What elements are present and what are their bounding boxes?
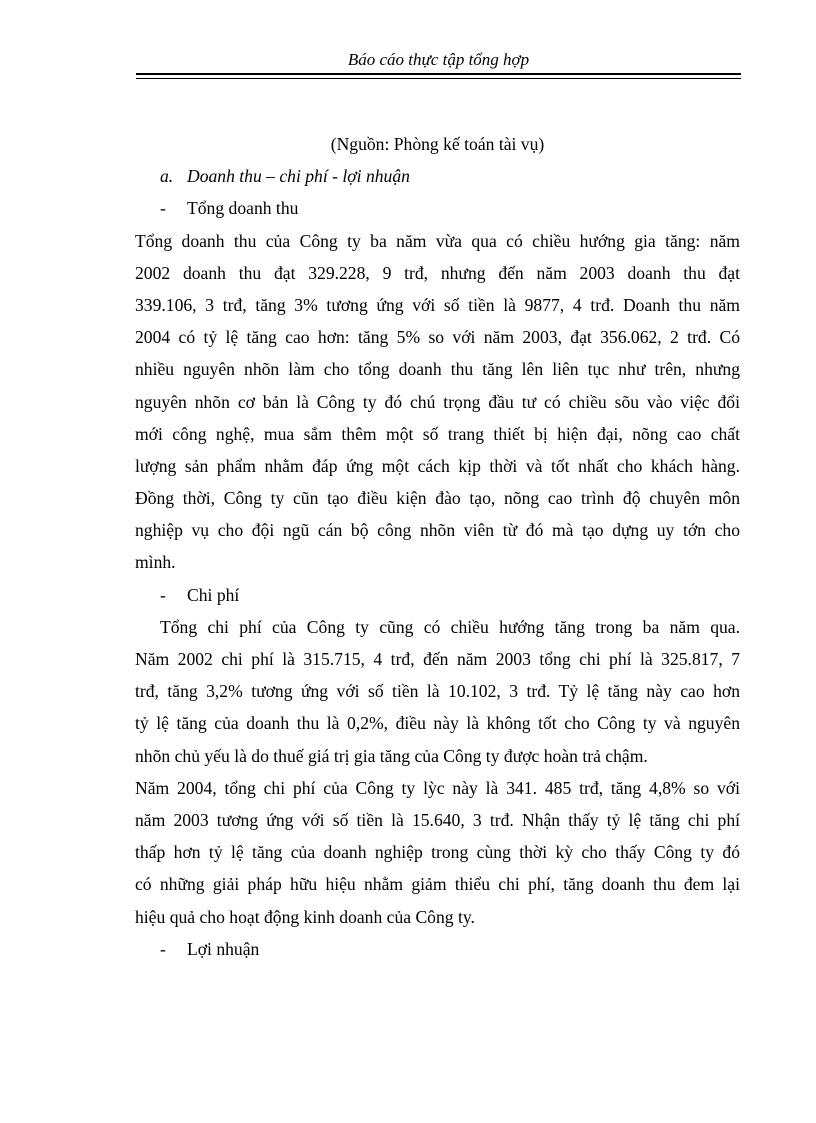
section-a-title: Doanh thu – chi phí - lợi nhuận <box>187 166 410 187</box>
paragraph-cost-2 <box>135 772 740 933</box>
paragraph-line: Tổng doanh thu của Công ty ba năm vừa qua có chiều hướng gia tăng: năm <box>135 230 740 251</box>
paragraph-line: Tổng chi phí của Công ty cũng có chiều hướng tăng trong ba năm qua. <box>160 616 740 637</box>
header-title: Báo cáo thực tập tổng hợp <box>347 50 530 69</box>
paragraph-line: hiệu quả cho hoạt động kinh doanh của Công ty. <box>135 906 475 927</box>
paragraph-line: mình. <box>135 552 176 573</box>
paragraph-line: trđ, tăng 3,2% tương ứng với số tiền là 10.102, 3 trđ. Tỷ lệ tăng này cao hơn <box>135 681 740 702</box>
paragraph-line: có những giải pháp hữu hiệu nhằm giảm thiểu chi phí, tăng doanh thu đem lại <box>135 874 740 895</box>
page-header <box>136 48 741 78</box>
paragraph-line: thấp hơn tỷ lệ tăng của doanh nghiệp trong cùng thời kỳ cho thấy Công ty đó <box>135 842 740 863</box>
paragraph-revenue <box>135 225 740 579</box>
document-body <box>135 128 740 965</box>
paragraph-line: 2002 doanh thu đạt 329.228, 9 trđ, nhưng đến năm 2003 doanh thu đạt <box>135 262 740 283</box>
bullet-dash: - <box>160 584 166 605</box>
item-revenue-heading <box>135 192 740 224</box>
paragraph-line: Năm 2002 chi phí là 315.715, 4 trđ, đến năm 2003 tổng chi phí là 325.817, 7 <box>135 649 740 669</box>
paragraph-line: Năm 2004, tổng chi phí của Công ty lỳc này là 341. 485 trđ, tăng 4,8% so với <box>135 777 740 798</box>
paragraph-line: nhõn chủ yếu là do thuế giá trị gia tăng của Công ty được hoàn trả chậm. <box>135 745 648 766</box>
paragraph-line: 2004 có tỷ lệ tăng cao hơn: tăng 5% so với năm 2003, đạt 356.062, 2 trđ. Có <box>135 327 740 348</box>
paragraph-cost-1 <box>135 611 740 772</box>
header-rule-thin <box>136 78 741 79</box>
section-a-marker: a. <box>160 166 174 187</box>
item-profit-title: Lợi nhuận <box>187 938 260 959</box>
paragraph-line: nguyên nhõn cơ bản là Công ty đó chú trọng đầu tư có chiều sõu vào việc đổi <box>135 391 740 412</box>
bullet-dash: - <box>160 938 166 959</box>
paragraph-line: lượng sản phẩm nhằm đáp ứng một cách kịp thời và tốt nhất cho khách hàng. <box>135 455 740 476</box>
paragraph-line: tỷ lệ tăng của doanh thu là 0,2%, điều này là không tốt cho Công ty và nguyên <box>135 713 740 734</box>
paragraph-line: mới công nghệ, mua sắm thêm một số trang thiết bị hiện đại, nõng cao chất <box>135 423 740 444</box>
source-note: (Nguồn: Phòng kế toán tài vụ) <box>330 134 545 154</box>
header-rule-thick <box>136 73 741 75</box>
paragraph-line: nhiều nguyên nhõn làm cho tổng doanh thu tăng lên liên tục như trên, nhưng <box>135 359 740 380</box>
section-a-heading <box>135 160 740 192</box>
item-profit-heading <box>135 933 740 965</box>
paragraph-line: Đồng thời, Công ty cũn tạo điều kiện đào tạo, nõng cao trình độ chuyên môn <box>135 488 740 509</box>
item-revenue-title: Tổng doanh thu <box>187 198 299 219</box>
item-cost-heading <box>135 579 740 611</box>
item-cost-title: Chi phí <box>187 584 240 605</box>
paragraph-line: nghiệp vụ cho đội ngũ cán bộ công nhõn viên từ đó mà tạo dựng uy tớn cho <box>135 520 740 541</box>
paragraph-line: 339.106, 3 trđ, tăng 3% tương ứng với số tiền là 9877, 4 trđ. Doanh thu năm <box>135 294 740 315</box>
bullet-dash: - <box>160 198 166 219</box>
paragraph-line: năm 2003 tương ứng với số tiền là 15.640, 3 trđ. Nhận thấy tỷ lệ tăng chi phí <box>135 809 740 830</box>
